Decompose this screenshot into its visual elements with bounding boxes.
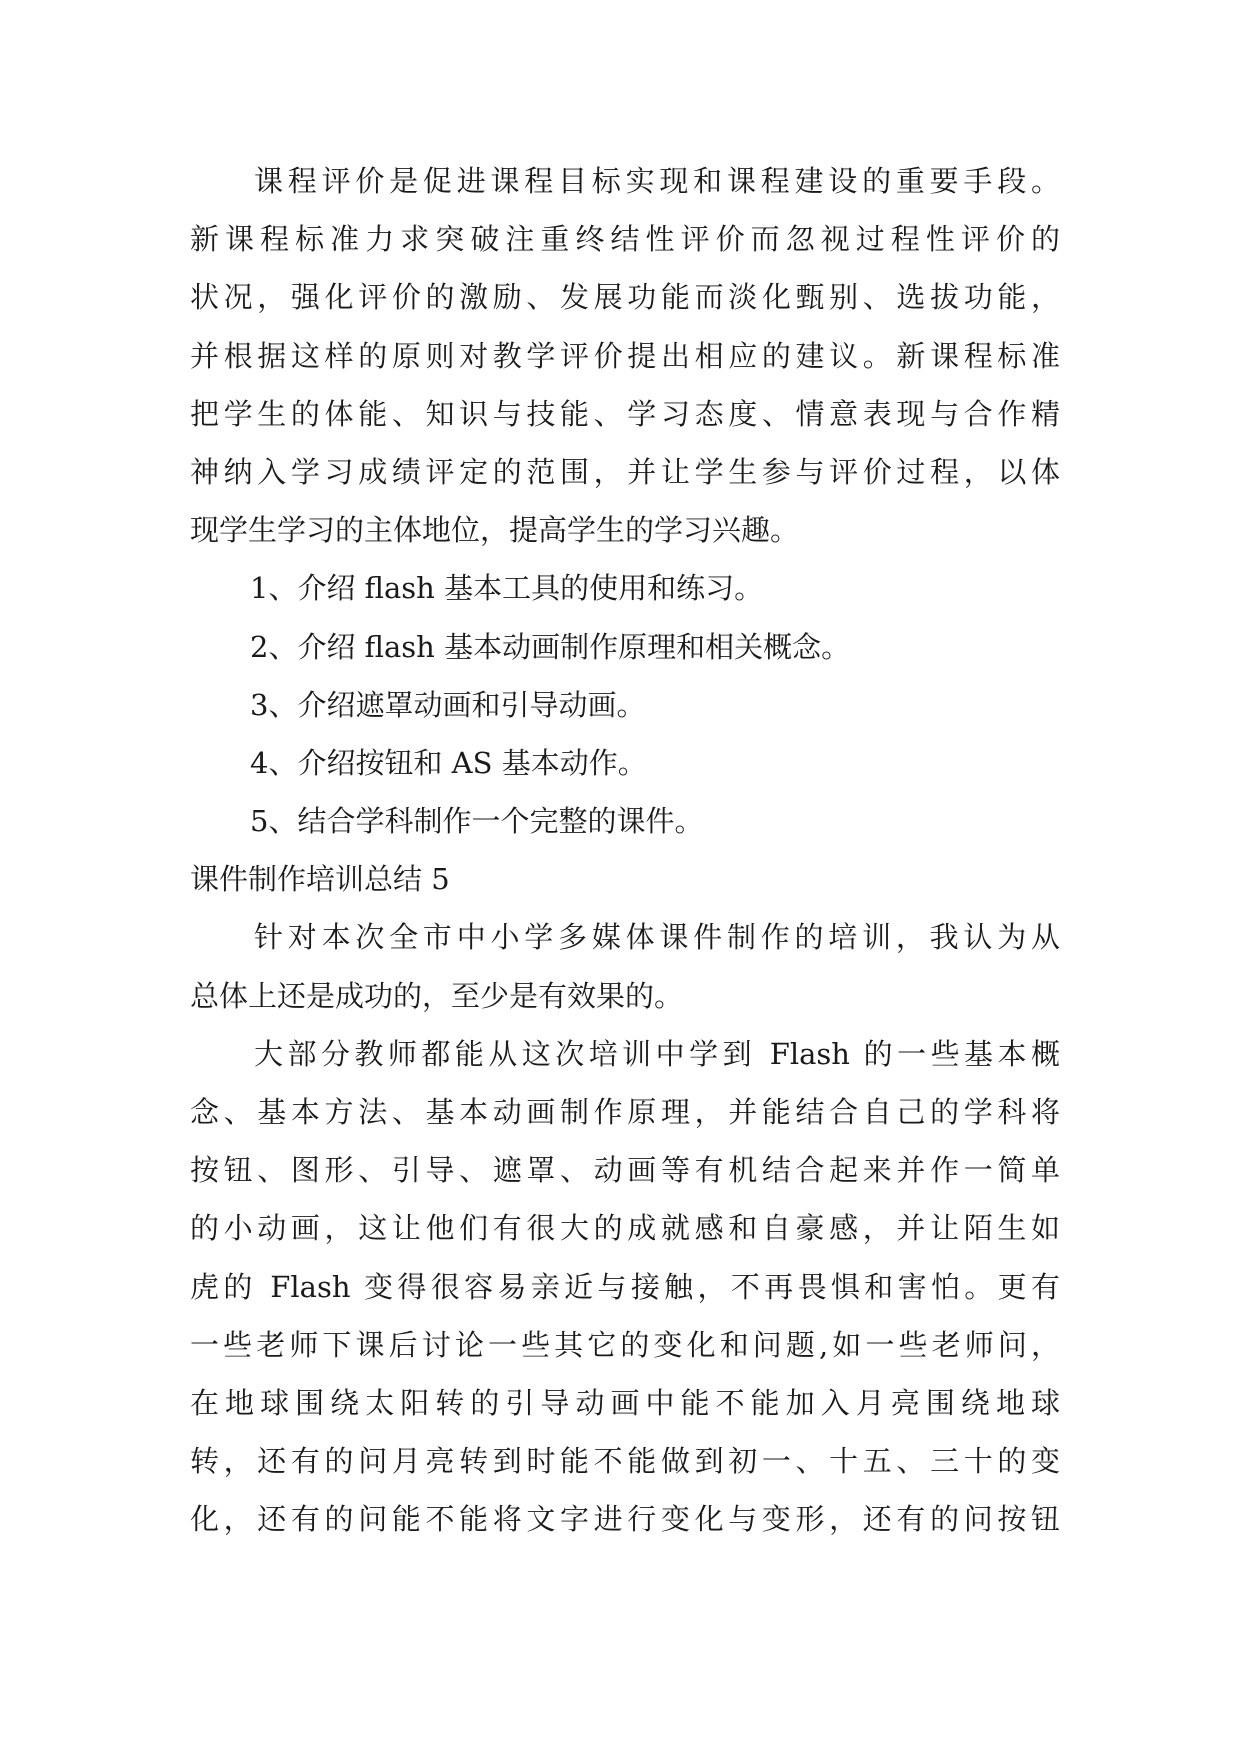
text-line: 新课程标准力求突破注重终结性评价而忽视过程性评价的 — [190, 222, 1060, 257]
text-line: 的小动画，这让他们有很大的成就感和自豪感，并让陌生如 — [190, 1211, 1060, 1246]
text-line: 按钮、图形、引导、遮罩、动画等有机结合起来并作一简单 — [190, 1153, 1060, 1188]
text-line: 一些老师下课后讨论一些其它的变化和问题,如一些老师问， — [190, 1327, 1060, 1362]
text-line: 化，还有的问能不能将文字进行变化与变形，还有的问按钮 — [190, 1502, 1060, 1537]
list-item: 1、介绍 flash 基本工具的使用和练习。 — [250, 571, 764, 606]
list-item: 2、介绍 flash 基本动画制作原理和相关概念。 — [250, 629, 851, 664]
text-line: 虎的 Flash 变得很容易亲近与接触，不再畏惧和害怕。更有 — [190, 1269, 1060, 1304]
section-heading: 课件制作培训总结 5 — [190, 862, 450, 897]
text-line: 现学生学习的主体地位，提高学生的学习兴趣。 — [190, 513, 800, 548]
text-line: 在地球围绕太阳转的引导动画中能不能加入月亮围绕地球 — [190, 1385, 1060, 1420]
text-line: 神纳入学习成绩评定的范围，并让学生参与评价过程，以体 — [190, 454, 1060, 489]
document-body — [190, 152, 1060, 1549]
paragraph-teacher-feedback — [190, 1025, 1060, 1549]
list-item: 4、介绍按钮和 AS 基本动作。 — [250, 745, 647, 780]
list-item: 3、介绍遮罩动画和引导动画。 — [250, 687, 646, 722]
text-line: 把学生的体能、知识与技能、学习态度、情意表现与合作精 — [190, 396, 1060, 431]
text-line: 针对本次全市中小学多媒体课件制作的培训，我认为从 — [254, 920, 1060, 955]
paragraph-course-evaluation — [190, 152, 1060, 559]
list-item: 5、结合学科制作一个完整的课件。 — [250, 804, 704, 839]
training-topics-list — [190, 559, 1060, 850]
text-line: 念、基本方法、基本动画制作原理，并能结合自己的学科将 — [190, 1095, 1060, 1129]
paragraph-training-result — [190, 908, 1060, 1024]
text-line: 大部分教师都能从这次培训中学到 Flash 的一些基本概 — [254, 1036, 1060, 1071]
text-line: 并根据这样的原则对教学评价提出相应的建议。新课程标准 — [190, 338, 1060, 373]
text-line: 总体上还是成功的，至少是有效果的。 — [190, 978, 684, 1013]
text-line: 课程评价是促进课程目标实现和课程建设的重要手段。 — [254, 164, 1060, 198]
text-line: 转，还有的问月亮转到时能不能做到初一、十五、三十的变 — [190, 1444, 1060, 1479]
text-line: 状况，强化评价的激励、发展功能而淡化甄别、选拔功能， — [190, 280, 1060, 315]
